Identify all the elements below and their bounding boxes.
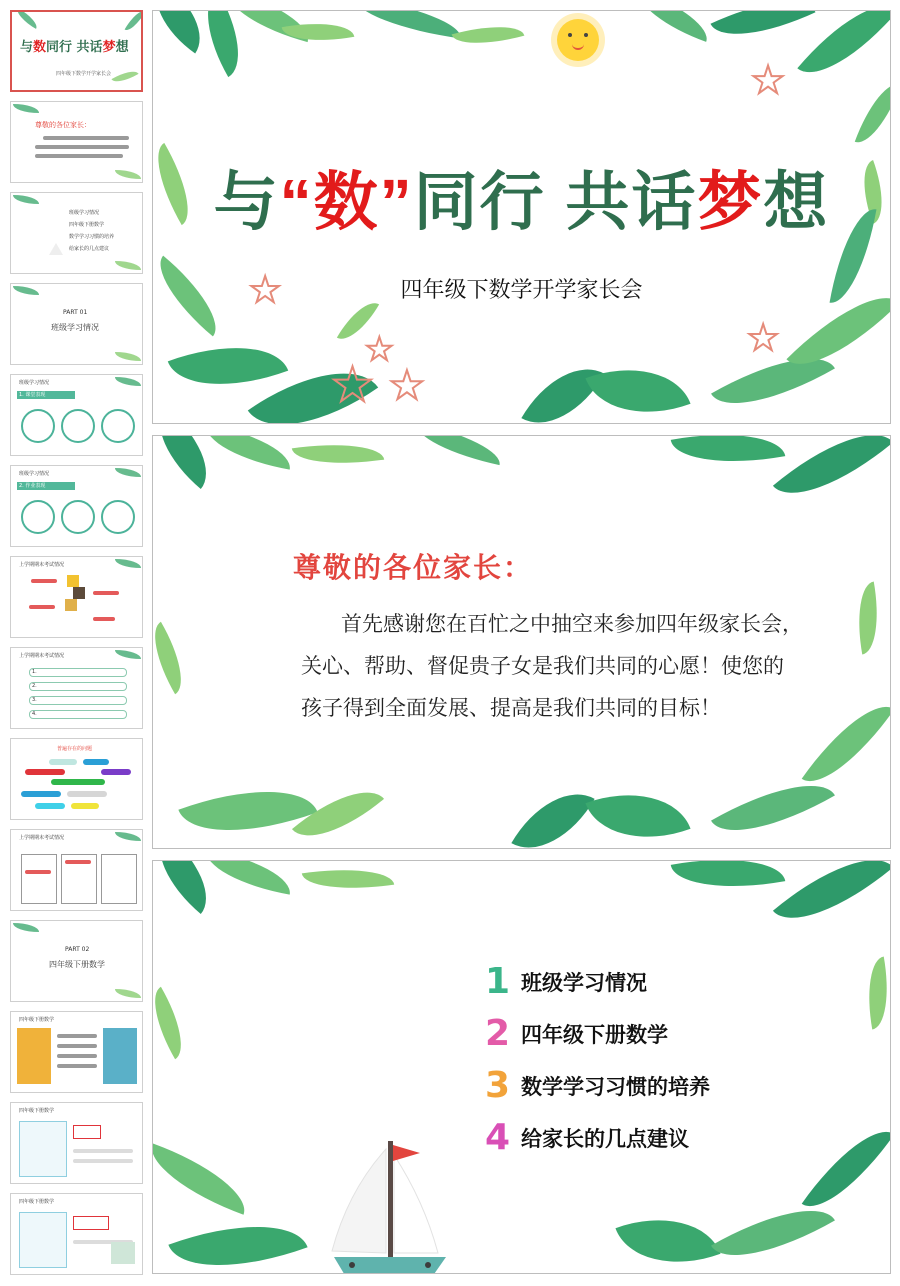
agenda-item-3[interactable] [485,1060,710,1112]
thumbnail-heading: 普遍存在的问题 [57,746,93,752]
text-line [57,1034,97,1038]
slide-thumbnail-11[interactable] [10,920,143,1002]
agenda-item: 数学学习习惯的培养 [69,234,115,240]
slide-thumbnail-6[interactable] [10,465,143,547]
greeting-body [301,604,811,730]
text-line [73,1149,133,1153]
slide-thumbnail-7[interactable] [10,556,143,638]
thumbnail-heading: 四年级下册数学 [19,1017,55,1023]
thumbnail-heading: 上学期期末考试情况 [19,562,65,568]
thumbnail-heading: 四年级下册数学 [19,1108,55,1114]
colored-bar [67,791,107,797]
leaf-decoration [13,10,40,29]
slide-thumbnail-13[interactable] [10,1102,143,1184]
part-label: PART 02 [65,946,90,953]
agenda-item-4[interactable] [485,1112,710,1164]
slide-3-agenda[interactable] [152,860,891,1274]
leaf-decoration [125,10,143,34]
thumbnail-heading: 班级学习情况 [51,323,99,332]
cube-block [73,587,85,599]
colored-bar [49,759,77,765]
sailboat-icon [328,1141,448,1274]
thumbnail-heading: 四年级下册数学 [19,1199,55,1205]
greeting-line: 首先感谢您在百忙之中抽空来参加四年级家长会， [341,613,803,636]
agenda-number: 2 [485,1013,511,1054]
colored-bar [101,769,131,775]
circle-card [61,500,95,534]
slide-thumbnail-10[interactable] [10,829,143,911]
row-box [29,710,127,719]
content-panel [19,1121,67,1177]
leaf-decoration [115,352,141,361]
row-number: 1. [32,669,37,675]
agenda-label: 班级学习情况 [521,972,647,995]
circle-card [101,500,135,534]
callout-box [73,1125,101,1139]
slide-thumbnail-1[interactable] [10,10,143,92]
agenda-list [485,956,710,1164]
agenda-item: 给家长的几点建议 [69,246,110,252]
text-line [57,1064,97,1068]
greeting-line: 关心、帮助、督促贵子女是我们共同的心愿！使您的 [301,655,784,678]
textbook-cover [103,1028,137,1084]
score-label [31,579,57,583]
sun-icon [557,19,599,61]
greeting-line: 孩子得到全面发展、提高是我们共同的目标！ [301,697,721,720]
slide-thumbnail-12[interactable] [10,1011,143,1093]
section-strip-label: 2. 作业表现 [19,483,46,489]
leaf-decoration [115,377,141,386]
text-line [35,154,123,158]
agenda-number: 4 [485,1117,511,1158]
colored-bar [51,779,105,785]
row-number: 3. [32,697,37,703]
agenda-item-1[interactable] [485,956,710,1008]
leaf-decoration [13,104,39,113]
agenda-label: 给家长的几点建议 [521,1128,689,1151]
callout-box [73,1216,109,1230]
row-number: 2. [32,683,37,689]
illustration [111,1242,135,1264]
text-line [73,1159,133,1163]
text-box [101,854,137,904]
leaf-decoration [13,195,39,204]
leaf-decoration [115,170,141,179]
sailboat-icon [49,243,63,255]
leaf-decoration [115,650,141,659]
slide-thumbnail-9[interactable] [10,738,143,820]
text-line [43,136,129,140]
slide-2-greeting[interactable] [152,435,891,849]
slide-1-title[interactable] [152,10,891,424]
leaf-decoration [111,66,138,87]
slide-thumbnail-8[interactable] [10,647,143,729]
text-line [57,1054,97,1058]
agenda-item: 班级学习情况 [69,210,100,216]
score-label [93,617,115,621]
agenda-number: 1 [485,961,511,1002]
leaf-decoration [115,989,141,998]
star-icon: ★ [747,318,780,359]
cube-block [67,575,79,587]
leaf-decoration [115,832,141,841]
colored-bar [71,803,99,809]
star-icon: ★ [751,58,786,102]
text-line [65,860,91,864]
circle-card [61,409,95,443]
thumbnail-subtitle: 四年级下数学开学家长会 [56,71,112,77]
row-box [29,682,127,691]
leaf-decoration [13,286,39,295]
score-label [93,591,119,595]
slide-thumbnail-5[interactable] [10,374,143,456]
leaf-decoration [115,559,141,568]
text-box [21,854,57,904]
circle-card [21,409,55,443]
colored-bar [35,803,65,809]
thumbnail-heading: 上学期期末考试情况 [19,653,65,659]
text-line [57,1044,97,1048]
leaf-decoration [115,468,141,477]
presentation-subtitle: 四年级下数学开学家长会 [400,277,643,302]
colored-bar [83,759,109,765]
circle-card [101,409,135,443]
slide-thumbnail-pane [0,0,148,1286]
leaf-decoration [13,923,39,932]
agenda-label: 数学学习习惯的培养 [521,1076,710,1099]
section-strip-label: 1. 课堂表现 [19,392,46,398]
colored-bar [21,791,61,797]
agenda-label: 四年级下册数学 [521,1024,668,1047]
greeting-heading: 尊敬的各位家长： [293,552,534,583]
circle-card [21,500,55,534]
row-box [29,696,127,705]
star-icon: ★ [365,330,394,368]
slide-thumbnail-14[interactable] [10,1193,143,1275]
text-line [25,870,51,874]
thumbnail-heading: 上学期期末考试情况 [19,835,65,841]
score-label [29,605,55,609]
text-line [35,145,129,149]
thumbnail-title: 与数同行 共话梦想 [20,40,129,55]
colored-bar [25,769,65,775]
row-number: 4. [32,711,37,717]
agenda-item: 四年级下册数学 [69,222,105,228]
content-panel [19,1212,67,1268]
star-icon: ★ [389,363,425,409]
thumbnail-heading: 班级学习情况 [19,471,50,477]
presentation-title: 与“数”同行 共话梦想 [213,166,830,238]
row-box [29,668,127,677]
thumbnail-heading: 尊敬的各位家长： [35,121,91,129]
leaf-decoration [115,261,141,270]
thumbnail-heading: 四年级下册数学 [49,960,105,969]
thumbnail-heading: 班级学习情况 [19,380,50,386]
star-icon: ★ [331,357,375,413]
slide-thumbnail-4[interactable] [10,283,143,365]
agenda-number: 3 [485,1065,511,1106]
cube-block [65,599,77,611]
slide-thumbnail-3[interactable] [10,192,143,274]
part-label: PART 01 [63,309,88,316]
agenda-item-2[interactable] [485,1008,710,1060]
star-icon: ★ [249,270,282,311]
slide-thumbnail-2[interactable] [10,101,143,183]
textbook-cover [17,1028,51,1084]
